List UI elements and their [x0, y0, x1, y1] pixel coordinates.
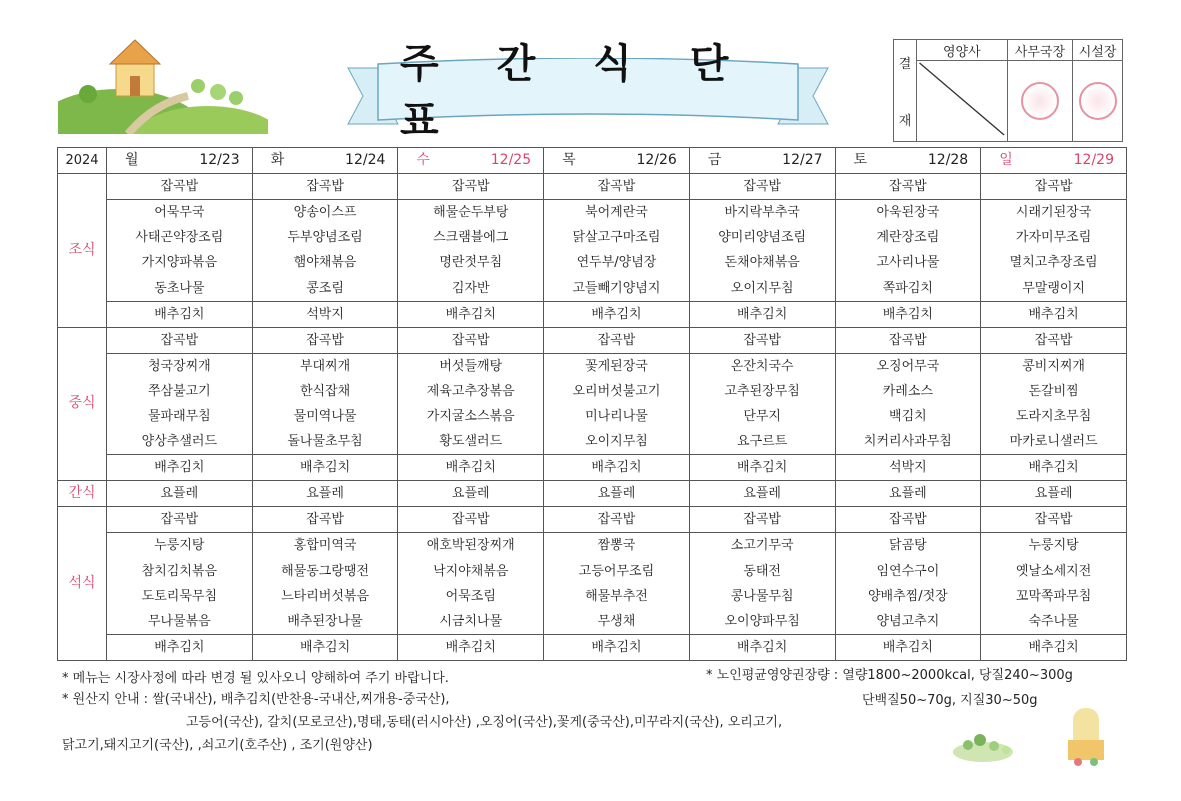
menu-item: 양념고추지: [835, 609, 981, 635]
menu-item: 부대찌개: [252, 353, 398, 379]
menu-item: 햄야채볶음: [252, 250, 398, 275]
approval-label-top: 결: [898, 56, 912, 72]
menu-item: 스크램블에그: [398, 225, 544, 250]
lunch-row: [58, 327, 1127, 353]
menu-item: 북어계란국: [544, 200, 690, 226]
menu-item: 닭살고구마조림: [544, 225, 690, 250]
menu-item: 배추김치: [107, 634, 253, 660]
menu-item: 임연수구이: [835, 559, 981, 584]
menu-item: 두부양념조림: [252, 225, 398, 250]
menu-item: 쭈삼불고기: [107, 379, 253, 404]
menu-item: 잡곡밥: [835, 174, 981, 200]
menu-item: 고등어무조림: [544, 559, 690, 584]
menu-item: 요플레: [544, 481, 690, 507]
menu-item: 배추김치: [689, 634, 835, 660]
menu-item: 아욱된장국: [835, 200, 981, 226]
menu-item: 고사리나물: [835, 250, 981, 275]
menu-item: 양미리양념조림: [689, 225, 835, 250]
dinner-row: [58, 507, 1127, 533]
menu-item: 단무지: [689, 404, 835, 429]
lunch-row: [58, 455, 1127, 481]
menu-item: 가지양파볶음: [107, 250, 253, 275]
day-name: 수: [416, 152, 430, 169]
breakfast-row: [58, 275, 1127, 301]
menu-item: 소고기무국: [689, 533, 835, 559]
menu-item: 명란젓무침: [398, 250, 544, 275]
menu-item: 꼬막쪽파무침: [981, 584, 1127, 609]
menu-item: 숙주나물: [981, 609, 1127, 635]
menu-item: 해물부추전: [544, 584, 690, 609]
menu-item: 한식잡채: [252, 379, 398, 404]
approval-slash-cell: [917, 61, 1008, 142]
menu-item: 양상추샐러드: [107, 429, 253, 455]
house-hill-illustration: [58, 34, 268, 134]
menu-item: 김자반: [398, 275, 544, 301]
menu-item: 오이양파무침: [689, 609, 835, 635]
note-menu-change: * 메뉴는 시장사정에 따라 변경 될 있사오니 양해하여 주기 바랍니다.: [62, 671, 449, 686]
menu-item: 가자미무조림: [981, 225, 1127, 250]
menu-item: 도토리묵무침: [107, 584, 253, 609]
menu-item: 잡곡밥: [544, 327, 690, 353]
menu-item: 청국장찌개: [107, 353, 253, 379]
menu-item: 카레소스: [835, 379, 981, 404]
menu-item: 잡곡밥: [835, 507, 981, 533]
menu-item: 양배추찜/젓장: [835, 584, 981, 609]
menu-item: 요플레: [398, 481, 544, 507]
day-name: 일: [999, 152, 1013, 169]
menu-item: 치커리사과무침: [835, 429, 981, 455]
menu-item: 콩조림: [252, 275, 398, 301]
menu-item: 배추김치: [398, 455, 544, 481]
snack-row: [58, 481, 1127, 507]
menu-item: 마카로니샐러드: [981, 429, 1127, 455]
dinner-row: [58, 634, 1127, 660]
menu-item: 애호박된장찌개: [398, 533, 544, 559]
day-header-tue: [252, 148, 398, 174]
menu-item: 시래기된장국: [981, 200, 1127, 226]
day-header-sat: [835, 148, 981, 174]
menu-item: 사태곤약장조림: [107, 225, 253, 250]
page-title: 주 간 식 단 표: [400, 41, 751, 144]
menu-item: 계란장조림: [835, 225, 981, 250]
dinner-row: [58, 584, 1127, 609]
approval-header-head: 시설장: [1073, 40, 1123, 61]
breakfast-row: [58, 174, 1127, 200]
approval-stamp-head: [1073, 61, 1123, 142]
approval-box: [893, 39, 1123, 142]
menu-item: 잡곡밥: [544, 174, 690, 200]
menu-item: 배추김치: [252, 455, 398, 481]
weekly-menu-table: [57, 147, 1127, 661]
menu-item: 제육고추장볶음: [398, 379, 544, 404]
menu-item: 누룽지탕: [981, 533, 1127, 559]
menu-item: 해물동그랑땡전: [252, 559, 398, 584]
menu-item: 잡곡밥: [981, 174, 1127, 200]
menu-item: 배추김치: [398, 634, 544, 660]
menu-item: 도라지초무침: [981, 404, 1127, 429]
day-date: 12/23: [199, 152, 240, 169]
menu-item: 배추김치: [981, 634, 1127, 660]
menu-item: 배추김치: [544, 455, 690, 481]
menu-item: 무나물볶음: [107, 609, 253, 635]
dinner-row: [58, 533, 1127, 559]
breakfast-row: [58, 301, 1127, 327]
menu-item: 느타리버섯볶음: [252, 584, 398, 609]
note-origin-1: * 원산지 안내 : 쌀(국내산), 배추김치(반찬용-국내산,찌개용-중국산),: [62, 692, 450, 707]
menu-item: 배추김치: [981, 301, 1127, 327]
flower-decoration: [948, 700, 1123, 770]
menu-item: 요플레: [107, 481, 253, 507]
menu-item: 잡곡밥: [689, 174, 835, 200]
menu-item: 황도샐러드: [398, 429, 544, 455]
meal-label-lunch: 중식: [58, 327, 107, 481]
day-date: 12/26: [636, 152, 677, 169]
menu-item: 어묵무국: [107, 200, 253, 226]
menu-item: 잡곡밥: [252, 174, 398, 200]
menu-item: 꽃게된장국: [544, 353, 690, 379]
day-name: 월: [125, 152, 139, 169]
menu-item: 배추김치: [544, 301, 690, 327]
day-date: 12/29: [1073, 152, 1114, 169]
menu-item: 요플레: [835, 481, 981, 507]
menu-item: 잡곡밥: [398, 327, 544, 353]
menu-item: 요플레: [981, 481, 1127, 507]
menu-item: 잡곡밥: [252, 507, 398, 533]
menu-item: 고들빼기양념지: [544, 275, 690, 301]
menu-item: 요플레: [252, 481, 398, 507]
menu-item: 잡곡밥: [689, 507, 835, 533]
lunch-row: [58, 379, 1127, 404]
menu-item: 배추김치: [107, 301, 253, 327]
menu-item: 잡곡밥: [107, 327, 253, 353]
note-origin-2: 고등어(국산), 갈치(모로코산),명태,동태(러시아산) ,오징어(국산),꽃게(중국산),미꾸라지(국산), 오리고기,: [186, 715, 783, 730]
menu-item: 양송이스프: [252, 200, 398, 226]
menu-item: 가지굴소스볶음: [398, 404, 544, 429]
note-nutrition-2: 단백질50~70g, 지질30~50g: [862, 693, 1038, 708]
lunch-row: [58, 353, 1127, 379]
approval-header-director: 사무국장: [1007, 40, 1072, 61]
menu-item: 배추김치: [544, 634, 690, 660]
lunch-row: [58, 429, 1127, 455]
menu-item: 참치김치볶음: [107, 559, 253, 584]
menu-item: 시금치나물: [398, 609, 544, 635]
dinner-row: [58, 559, 1127, 584]
menu-item: 잡곡밥: [107, 174, 253, 200]
menu-item: 바지락부추국: [689, 200, 835, 226]
menu-item: 배추김치: [981, 455, 1127, 481]
menu-item: 오징어무국: [835, 353, 981, 379]
day-header-fri: [689, 148, 835, 174]
menu-item: 닭곰탕: [835, 533, 981, 559]
menu-item: 잡곡밥: [398, 174, 544, 200]
menu-item: 쪽파김치: [835, 275, 981, 301]
menu-item: 잡곡밥: [981, 327, 1127, 353]
day-name: 토: [853, 152, 868, 169]
day-date: 12/25: [490, 152, 532, 169]
day-name: 화: [270, 152, 285, 169]
meal-label-snack: 간식: [58, 481, 107, 507]
menu-item: 잡곡밥: [107, 507, 253, 533]
menu-item: 돈갈비찜: [981, 379, 1127, 404]
menu-item: 콩비지찌개: [981, 353, 1127, 379]
menu-item: 연두부/양념장: [544, 250, 690, 275]
menu-item: 무생채: [544, 609, 690, 635]
menu-item: 배추김치: [107, 455, 253, 481]
menu-item: 콩나물무침: [689, 584, 835, 609]
day-header-mon: [107, 148, 253, 174]
menu-item: 요플레: [689, 481, 835, 507]
breakfast-row: [58, 250, 1127, 275]
menu-item: 잡곡밥: [398, 507, 544, 533]
menu-item: 잡곡밥: [544, 507, 690, 533]
stamp-seal: [1021, 82, 1059, 120]
menu-item: 물미역나물: [252, 404, 398, 429]
menu-item: 잡곡밥: [981, 507, 1127, 533]
menu-item: 돈채야채볶음: [689, 250, 835, 275]
menu-item: 돌나물초무침: [252, 429, 398, 455]
menu-item: 미나리나물: [544, 404, 690, 429]
year-cell: 2024: [58, 148, 107, 174]
menu-item: 물파래무침: [107, 404, 253, 429]
menu-item: 어묵조림: [398, 584, 544, 609]
menu-item: 오이지무침: [544, 429, 690, 455]
lunch-row: [58, 404, 1127, 429]
menu-item: 오이지무침: [689, 275, 835, 301]
menu-item: 고추된장무침: [689, 379, 835, 404]
breakfast-row: [58, 225, 1127, 250]
slash-mark: [917, 61, 1007, 137]
meal-label-dinner: 석식: [58, 507, 107, 661]
approval-stamp-director: [1007, 61, 1072, 142]
menu-item: 석박지: [835, 455, 981, 481]
menu-item: 오리버섯불고기: [544, 379, 690, 404]
menu-item: 짬뽕국: [544, 533, 690, 559]
header-row: [58, 148, 1127, 174]
menu-item: 잡곡밥: [835, 327, 981, 353]
menu-item: 무말랭이지: [981, 275, 1127, 301]
menu-item: 동태전: [689, 559, 835, 584]
approval-label-bottom: 재: [898, 113, 912, 129]
menu-item: 해물순두부탕: [398, 200, 544, 226]
menu-item: 낙지야채볶음: [398, 559, 544, 584]
day-date: 12/27: [782, 152, 823, 169]
day-header-wed: [398, 148, 544, 174]
day-date: 12/28: [927, 152, 969, 169]
note-origin-3: 닭고기,돼지고기(국산), ,쇠고기(호주산) , 조기(원양산): [62, 738, 373, 753]
menu-item: 멸치고추장조림: [981, 250, 1127, 275]
day-header-thu: [544, 148, 690, 174]
note-nutrition-1: * 노인평균영양권장량 : 열량1800~2000kcal, 당질240~300g: [706, 668, 1073, 683]
menu-item: 잡곡밥: [689, 327, 835, 353]
menu-item: 백김치: [835, 404, 981, 429]
day-date: 12/24: [345, 152, 386, 169]
approval-header-nutritionist: 영양사: [917, 40, 1008, 61]
menu-item: 배추김치: [398, 301, 544, 327]
menu-item: 동초나물: [107, 275, 253, 301]
dinner-row: [58, 609, 1127, 635]
menu-item: 온잔치국수: [689, 353, 835, 379]
menu-item: 배추김치: [689, 455, 835, 481]
day-name: 목: [562, 152, 576, 169]
menu-item: 요구르트: [689, 429, 835, 455]
breakfast-row: [58, 200, 1127, 226]
meal-label-breakfast: 조식: [58, 174, 107, 328]
day-name: 금: [707, 152, 722, 169]
menu-item: 석박지: [252, 301, 398, 327]
menu-item: 배추김치: [689, 301, 835, 327]
stamp-seal: [1079, 82, 1117, 120]
menu-item: 배추김치: [835, 301, 981, 327]
day-header-sun: [981, 148, 1127, 174]
approval-label: [894, 40, 917, 142]
menu-item: 누룽지탕: [107, 533, 253, 559]
menu-item: 버섯들깨탕: [398, 353, 544, 379]
menu-item: 잡곡밥: [252, 327, 398, 353]
menu-item: 배추김치: [252, 634, 398, 660]
menu-item: 배추김치: [835, 634, 981, 660]
menu-item: 배추된장나물: [252, 609, 398, 635]
menu-item: 옛날소세지전: [981, 559, 1127, 584]
menu-item: 홍합미역국: [252, 533, 398, 559]
